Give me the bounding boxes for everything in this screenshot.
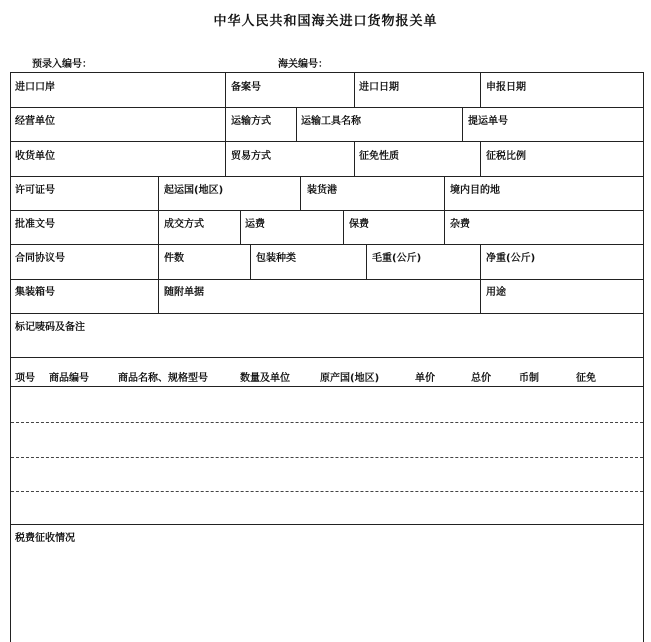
cell-divider	[462, 107, 463, 141]
goods-row-dotted	[11, 491, 643, 492]
cell-divider	[296, 107, 297, 141]
cell-divider	[444, 176, 445, 210]
row-divider	[11, 176, 643, 177]
cell-divider	[354, 141, 355, 176]
loading-port-label: 装货港	[307, 185, 337, 196]
goods-col-unit-price: 单价	[415, 373, 435, 384]
tax-ratio-label: 征税比例	[486, 151, 526, 162]
cell-divider	[480, 141, 481, 176]
marks-remarks-label: 标记唛码及备注	[15, 322, 85, 333]
transport-mode-label: 运输方式	[231, 116, 271, 127]
import-date-label: 进口日期	[359, 82, 399, 93]
approval-number-label: 批准文号	[15, 219, 55, 230]
goods-col-currency: 币制	[519, 373, 539, 384]
row-divider	[11, 210, 643, 211]
gross-weight-label: 毛重(公斤)	[372, 253, 422, 264]
form-title: 中华人民共和国海关进口货物报关单	[213, 14, 438, 29]
tax-collection-label: 税费征收情况	[15, 533, 75, 544]
declaration-date-label: 申报日期	[486, 82, 526, 93]
cell-divider	[366, 244, 367, 279]
customs-number-label: 海关编号：	[278, 59, 328, 70]
row-divider	[11, 524, 643, 525]
cell-divider	[158, 210, 159, 244]
row-divider	[11, 107, 643, 108]
goods-col-commodity-code: 商品编号	[49, 373, 89, 384]
cell-divider	[300, 176, 301, 210]
goods-col-exemption: 征免	[576, 373, 596, 384]
cell-divider	[225, 141, 226, 176]
row-divider	[11, 313, 643, 314]
container-number-label: 集装箱号	[15, 287, 55, 298]
row-divider	[11, 244, 643, 245]
row-divider	[11, 141, 643, 142]
consignee-label: 收货单位	[15, 151, 55, 162]
domestic-destination-label: 境内目的地	[450, 185, 500, 196]
goods-col-item-no: 项号	[15, 373, 35, 384]
import-port-label: 进口口岸	[15, 82, 55, 93]
goods-col-qty-unit: 数量及单位	[240, 373, 290, 384]
usage-label: 用途	[486, 287, 506, 298]
net-weight-label: 净重(公斤)	[486, 253, 536, 264]
goods-col-origin: 原产国(地区)	[320, 373, 380, 384]
license-number-label: 许可证号	[15, 185, 55, 196]
package-count-label: 件数	[164, 253, 184, 264]
business-unit-label: 经营单位	[15, 116, 55, 127]
record-number-label: 备案号	[231, 82, 261, 93]
cell-divider	[240, 210, 241, 244]
insurance-label: 保费	[349, 219, 369, 230]
misc-fees-label: 杂费	[450, 219, 470, 230]
cell-divider	[444, 210, 445, 244]
cell-divider	[225, 107, 226, 141]
cell-divider	[225, 73, 226, 107]
transaction-mode-label: 成交方式	[164, 219, 204, 230]
row-divider	[11, 386, 643, 387]
cell-divider	[250, 244, 251, 279]
attached-docs-label: 随附单据	[164, 287, 204, 298]
transport-vehicle-label: 运输工具名称	[301, 116, 361, 127]
row-divider	[11, 357, 643, 358]
levy-nature-label: 征免性质	[359, 151, 399, 162]
declaration-form	[10, 72, 644, 642]
bill-of-lading-label: 提运单号	[468, 116, 508, 127]
cell-divider	[343, 210, 344, 244]
freight-label: 运费	[245, 219, 265, 230]
cell-divider	[158, 176, 159, 210]
package-type-label: 包装种类	[256, 253, 296, 264]
cell-divider	[480, 279, 481, 313]
contract-number-label: 合同协议号	[15, 253, 65, 264]
cell-divider	[158, 244, 159, 279]
preentry-number-label: 预录入编号：	[32, 59, 92, 70]
goods-row-dotted	[11, 457, 643, 458]
origin-country-label: 起运国(地区)	[164, 185, 224, 196]
trade-mode-label: 贸易方式	[231, 151, 271, 162]
cell-divider	[480, 244, 481, 279]
cell-divider	[480, 73, 481, 107]
row-divider	[11, 279, 643, 280]
goods-col-total-price: 总价	[471, 373, 491, 384]
goods-row-dotted	[11, 422, 643, 423]
goods-col-name-spec: 商品名称、规格型号	[118, 373, 208, 384]
cell-divider	[158, 279, 159, 313]
cell-divider	[354, 73, 355, 107]
